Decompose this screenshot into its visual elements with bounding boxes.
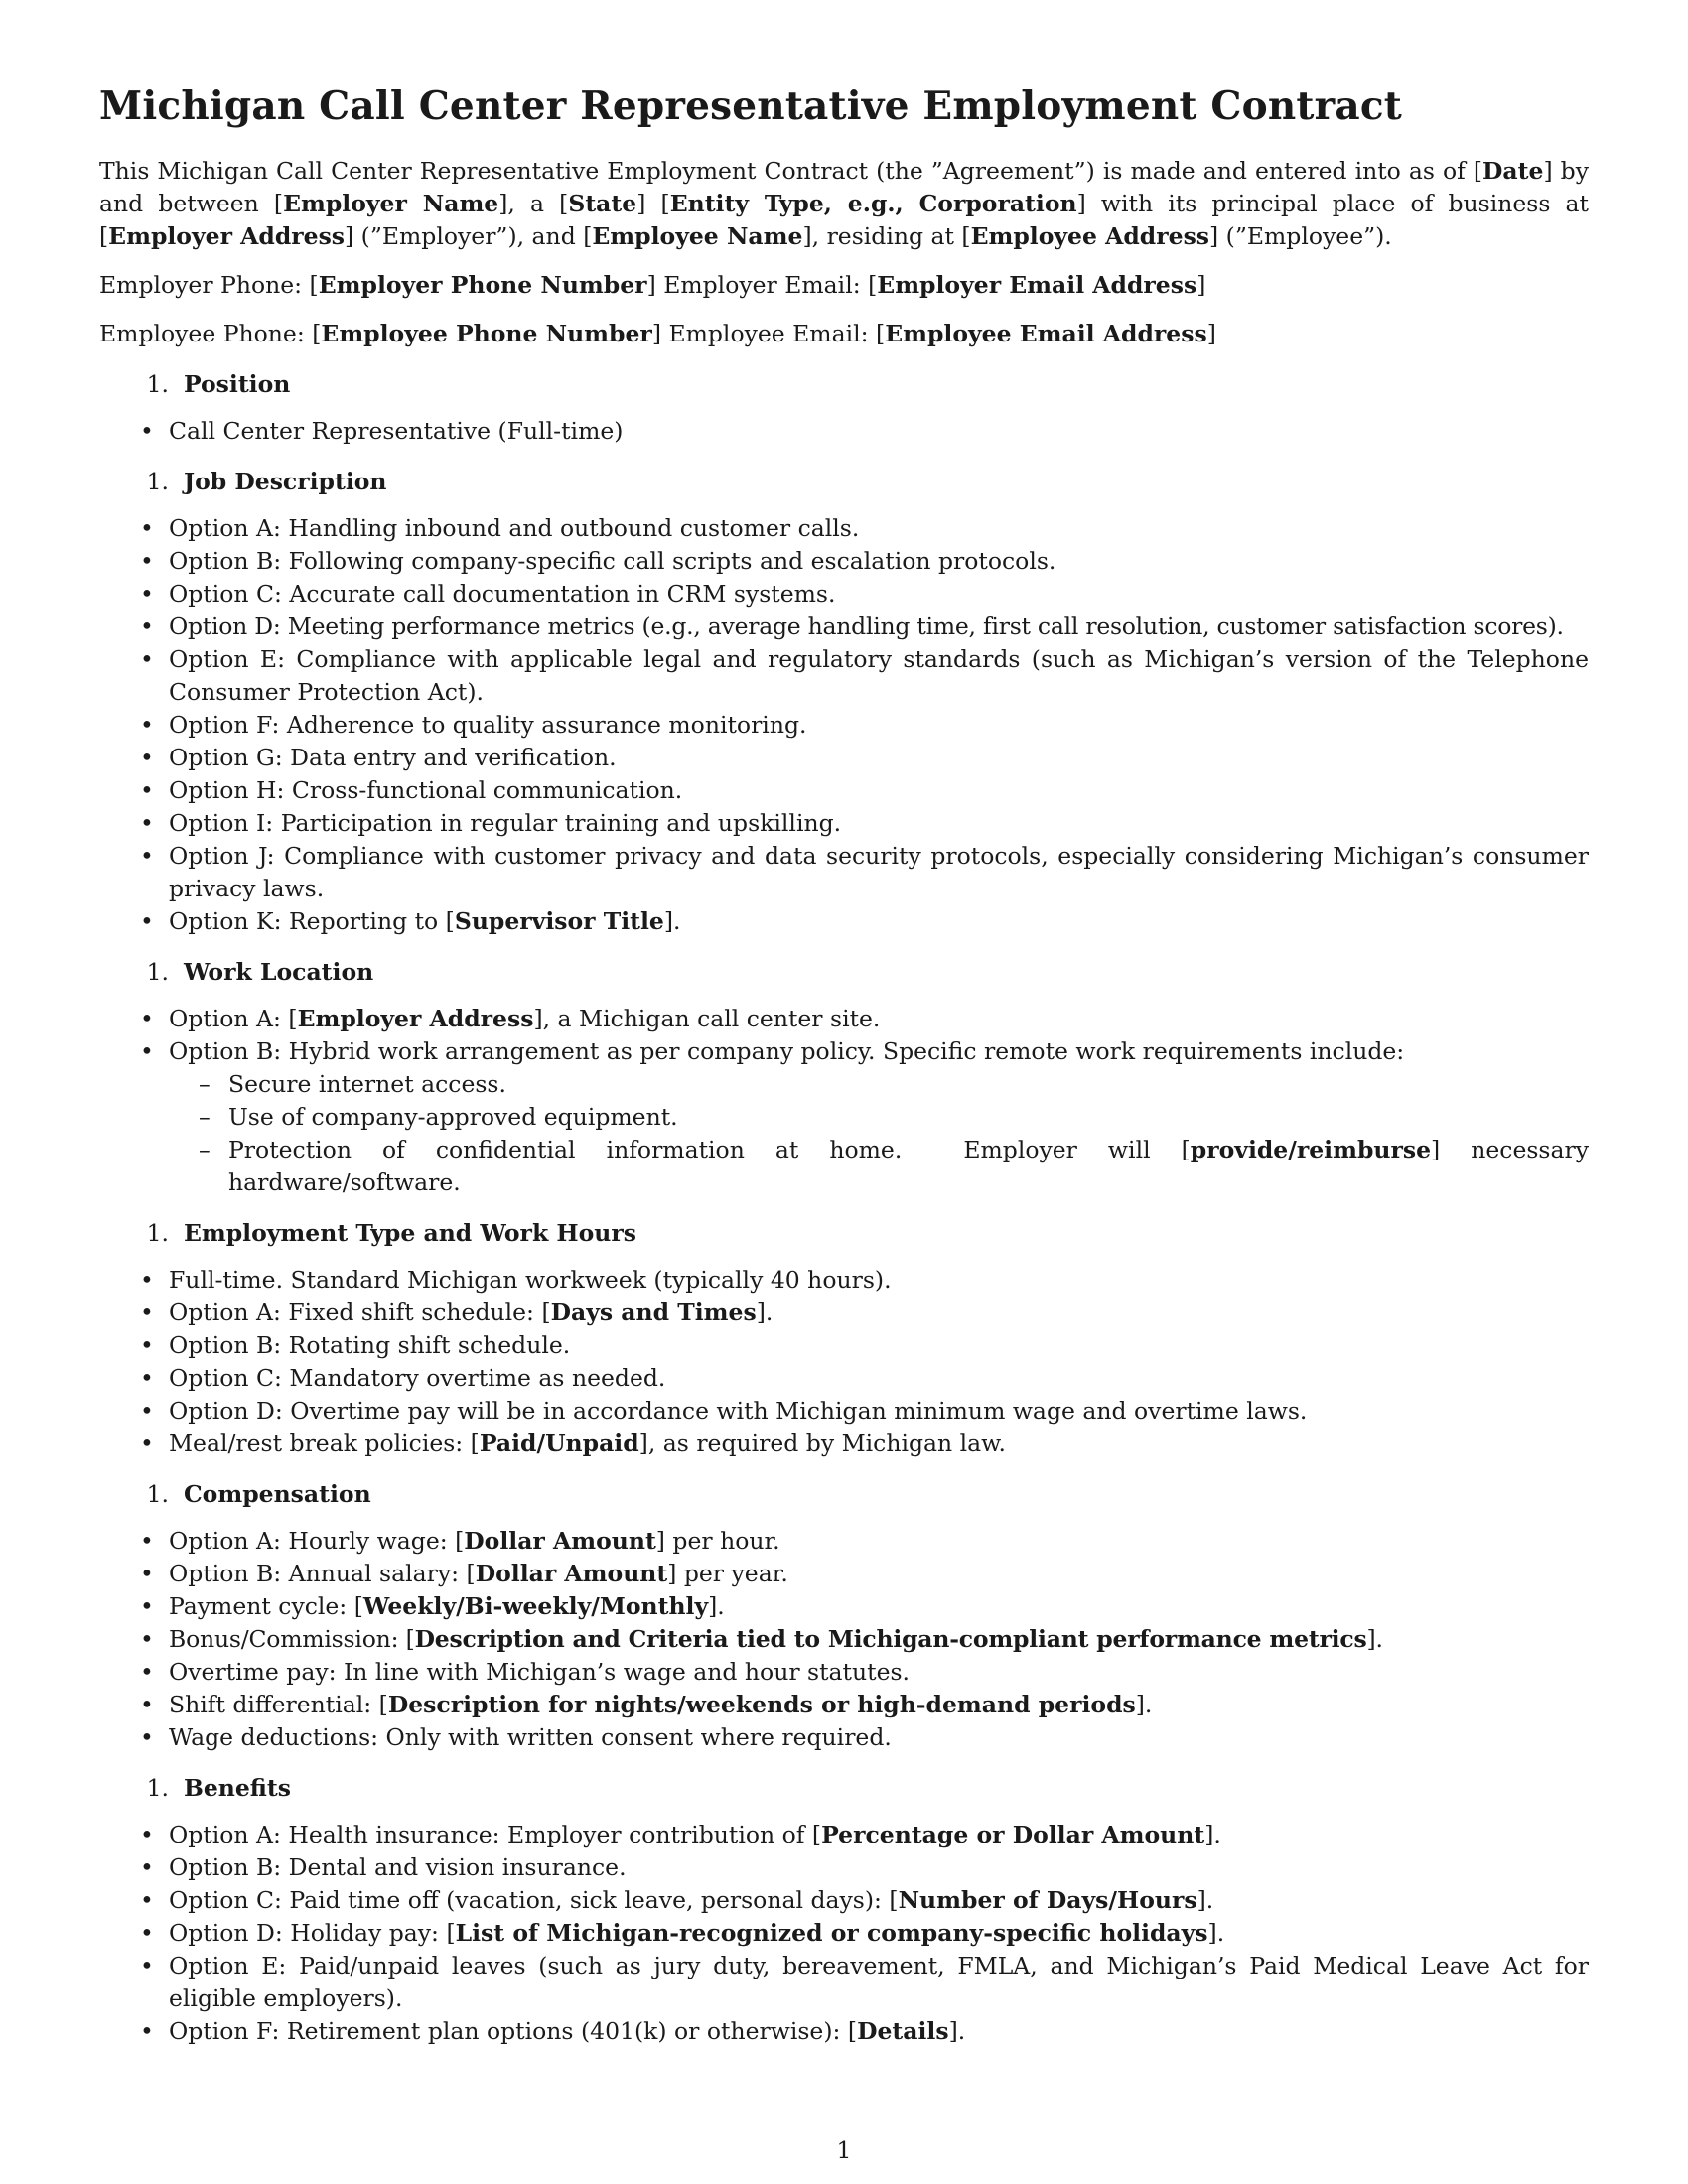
employee-name-placeholder: Employee Name — [592, 222, 803, 250]
item-text: ]. — [948, 2017, 966, 2045]
list-item: • Call Center Representative (Full-time) — [99, 415, 1589, 448]
employer-name-placeholder: Employer Name — [283, 190, 499, 217]
section-title: Job Description — [183, 468, 387, 495]
dollar-amount-placeholder: Dollar Amount — [475, 1560, 668, 1587]
item-text: Option F: Retirement plan options (401(k) or otherwise): [ — [169, 2017, 858, 2045]
page-number: 1 — [836, 2136, 852, 2164]
item-text: ] necessary hardware/software. — [228, 1136, 1589, 1196]
document-page — [99, 83, 1589, 2056]
item-text: Payment cycle: [ — [169, 1592, 363, 1620]
list-item: • Option F: Adherence to quality assurance monitoring. — [99, 709, 1589, 742]
item-text: Option A: Hourly wage: [ — [169, 1527, 465, 1555]
list-item: • Full-time. Standard Michigan workweek (typically 40 hours). — [99, 1264, 1589, 1297]
intro-text: ] [ — [636, 190, 670, 217]
section-heading-work-hours — [99, 1217, 1589, 1250]
item-text: Option B: Hybrid work arrangement as per company policy. Specific remote work requirements include: — [169, 1037, 1405, 1065]
list-item — [99, 905, 1589, 938]
list-item — [99, 1917, 1589, 1950]
employer-email-label: ] Employer Email: [ — [646, 271, 878, 299]
entity-type-placeholder: Entity Type, e.g., Corporation — [669, 190, 1077, 217]
intro-text: ] (”Employer”), and [ — [345, 222, 593, 250]
item-text: ]. — [1366, 1625, 1383, 1653]
list-item — [99, 1525, 1589, 1558]
list-item: • Option B: Rotating shift schedule. — [99, 1329, 1589, 1362]
item-text: ]. — [1204, 1821, 1221, 1848]
section-heading-compensation — [99, 1478, 1589, 1511]
item-text: ], as required by Michigan law. — [638, 1430, 1006, 1457]
employee-email-placeholder: Employee Email Address — [885, 320, 1207, 347]
section-heading-benefits — [99, 1772, 1589, 1805]
item-text: ]. — [1207, 1919, 1225, 1947]
employer-phone-placeholder: Employer Phone Number — [318, 271, 647, 299]
intro-text: ], a [ — [498, 190, 569, 217]
employee-phone-placeholder: Employee Phone Number — [321, 320, 652, 347]
list-item — [99, 1819, 1589, 1851]
item-text: Meal/rest break policies: [ — [169, 1430, 480, 1457]
item-text: Option K: Reporting to [ — [169, 907, 455, 935]
bracket-close: ] — [1196, 271, 1206, 299]
compensation-list — [99, 1525, 1589, 1754]
item-text: Option C: Paid time off (vacation, sick leave, personal days): [ — [169, 1886, 899, 1914]
item-text: ]. — [1135, 1691, 1153, 1718]
bracket-close: ] — [1206, 320, 1216, 347]
list-item: • Overtime pay: In line with Michigan’s wage and hour statutes. — [99, 1656, 1589, 1689]
list-item — [99, 1297, 1589, 1329]
supervisor-title-placeholder: Supervisor Title — [454, 907, 664, 935]
employee-contact-line — [99, 318, 1589, 350]
provide-reimburse-placeholder: provide/reimburse — [1190, 1136, 1432, 1163]
list-item — [99, 1035, 1589, 1199]
intro-paragraph — [99, 155, 1589, 253]
shift-differential-placeholder: Description for nights/weekends or high-demand periods — [387, 1691, 1136, 1718]
section-title: Employment Type and Work Hours — [183, 1219, 636, 1247]
list-item: • Option G: Data entry and verification. — [99, 742, 1589, 774]
dollar-amount-placeholder: Dollar Amount — [464, 1527, 656, 1555]
section-heading-position — [99, 368, 1589, 401]
item-text: Option B: Annual salary: [ — [169, 1560, 476, 1587]
list-item — [99, 1428, 1589, 1460]
section-number: 1. — [146, 1774, 169, 1802]
list-item — [99, 1884, 1589, 1917]
list-item: • Option E: Paid/unpaid leaves (such as jury duty, bereavement, FMLA, and Michigan’s Paid Medical Leave Act for eligible employers). — [99, 1950, 1589, 2015]
employee-address-placeholder: Employee Address — [970, 222, 1210, 250]
retirement-details-placeholder: Details — [857, 2017, 949, 2045]
payment-cycle-placeholder: Weekly/Bi-weekly/Monthly — [362, 1592, 709, 1620]
list-item: • Option E: Compliance with applicable legal and regulatory standards (such as Michigan’s version of the Telephone Consumer Protection Act). — [99, 643, 1589, 709]
list-item — [99, 1590, 1589, 1623]
intro-text: ], residing at [ — [802, 222, 971, 250]
section-title: Position — [183, 370, 291, 398]
intro-text: ] by and between [ — [99, 157, 1589, 217]
list-item: • Option I: Participation in regular training and upskilling. — [99, 807, 1589, 840]
section-title: Compensation — [183, 1480, 371, 1508]
section-number: 1. — [146, 1219, 169, 1247]
holiday-list-placeholder: List of Michigan-recognized or company-specific holidays — [455, 1919, 1208, 1947]
job-description-list — [99, 512, 1589, 938]
work-hours-list — [99, 1264, 1589, 1460]
pto-days-placeholder: Number of Days/Hours — [898, 1886, 1197, 1914]
paid-unpaid-placeholder: Paid/Unpaid — [479, 1430, 639, 1457]
item-text: Option A: Health insurance: Employer contribution of [ — [169, 1821, 822, 1848]
item-text: Option D: Holiday pay: [ — [169, 1919, 456, 1947]
position-list — [99, 415, 1589, 448]
date-placeholder: Date — [1482, 157, 1544, 185]
item-text: ]. — [708, 1592, 725, 1620]
employee-phone-label: Employee Phone: [ — [99, 320, 322, 347]
list-item: • Option C: Mandatory overtime as needed. — [99, 1362, 1589, 1395]
section-number: 1. — [146, 370, 169, 398]
list-item: • Option D: Meeting performance metrics (e.g., average handling time, first call resolution, customer satisfaction scores). — [99, 611, 1589, 643]
section-number: 1. — [146, 468, 169, 495]
section-title: Benefits — [183, 1774, 291, 1802]
work-location-list — [99, 1003, 1589, 1199]
list-item: • Option C: Accurate call documentation in CRM systems. — [99, 578, 1589, 611]
item-text: Option A: Fixed shift schedule: [ — [169, 1298, 551, 1326]
intro-text: ] with its principal place of business at [ — [99, 190, 1589, 250]
employer-address-placeholder: Employer Address — [297, 1005, 534, 1032]
list-item: • Wage deductions: Only with written consent where required. — [99, 1721, 1589, 1754]
list-item — [99, 1689, 1589, 1721]
days-times-placeholder: Days and Times — [550, 1298, 757, 1326]
list-item: • Option B: Dental and vision insurance. — [99, 1851, 1589, 1884]
item-text: Bonus/Commission: [ — [169, 1625, 415, 1653]
list-item: • Option H: Cross-functional communication. — [99, 774, 1589, 807]
intro-text: This Michigan Call Center Representative Employment Contract (the ”Agreement”) is made and entered into as of [ — [99, 157, 1483, 185]
item-text: ], a Michigan call center site. — [533, 1005, 881, 1032]
sub-list-item — [169, 1134, 1589, 1199]
list-item: • Option J: Compliance with customer privacy and data security protocols, especially considering Michigan’s consumer privacy laws. — [99, 840, 1589, 905]
item-text: ]. — [1196, 1886, 1214, 1914]
contribution-placeholder: Percentage or Dollar Amount — [821, 1821, 1205, 1848]
employer-contact-line — [99, 269, 1589, 302]
sub-list-item: – Use of company-approved equipment. — [169, 1101, 1589, 1134]
list-item — [99, 1003, 1589, 1035]
document-title: Michigan Call Center Representative Employment Contract — [99, 83, 1402, 129]
item-text: Option A: [ — [169, 1005, 298, 1032]
item-text: ] per year. — [667, 1560, 788, 1587]
employer-address-placeholder: Employer Address — [108, 222, 346, 250]
bonus-criteria-placeholder: Description and Criteria tied to Michigan-compliant performance metrics — [414, 1625, 1367, 1653]
list-item: • Option B: Following company-specific call scripts and escalation protocols. — [99, 545, 1589, 578]
item-text: ] per hour. — [655, 1527, 780, 1555]
intro-text: ] (”Employee”). — [1209, 222, 1392, 250]
section-heading-work-location — [99, 956, 1589, 989]
employer-phone-label: Employer Phone: [ — [99, 271, 319, 299]
state-placeholder: State — [568, 190, 637, 217]
employer-email-placeholder: Employer Email Address — [877, 271, 1197, 299]
benefits-list — [99, 1819, 1589, 2048]
item-text: Shift differential: [ — [169, 1691, 388, 1718]
remote-requirements-list — [169, 1068, 1589, 1199]
item-text: Protection of confidential information at home. Employer will [ — [228, 1136, 1191, 1163]
employee-email-label: ] Employee Email: [ — [651, 320, 886, 347]
item-text: ]. — [756, 1298, 774, 1326]
section-number: 1. — [146, 1480, 169, 1508]
section-title: Work Location — [183, 958, 374, 986]
list-item: • Option A: Handling inbound and outbound customer calls. — [99, 512, 1589, 545]
list-item — [99, 2015, 1589, 2048]
list-item — [99, 1623, 1589, 1656]
list-item — [99, 1558, 1589, 1590]
section-heading-job-description — [99, 466, 1589, 498]
list-item: • Option D: Overtime pay will be in accordance with Michigan minimum wage and overtime laws. — [99, 1395, 1589, 1428]
sub-list-item: – Secure internet access. — [169, 1068, 1589, 1101]
section-number: 1. — [146, 958, 169, 986]
item-text: ]. — [663, 907, 681, 935]
